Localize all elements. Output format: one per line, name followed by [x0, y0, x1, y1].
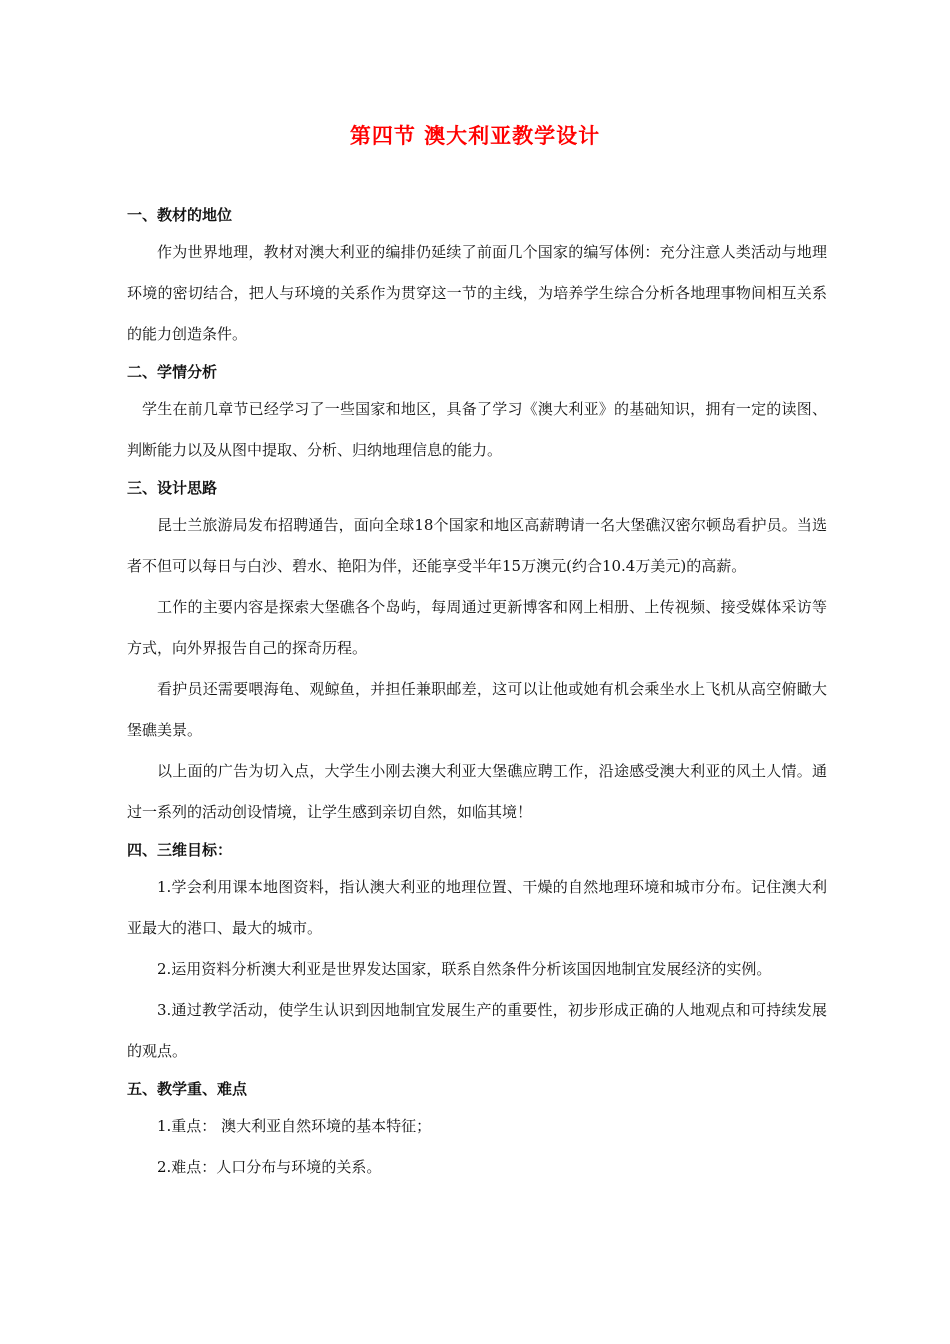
section-objectives	[127, 839, 827, 1072]
paragraph: 2.运用资料分析澳大利亚是世界发达国家，联系自然条件分析该国因地制宜发展经济的实例。	[157, 960, 772, 978]
document-title: 第四节 澳大利亚教学设计	[349, 123, 601, 148]
paragraph: 以上面的广告为切入点，大学生小刚去澳大利亚大堡礁应聘工作，沿途感受澳大利亚的风土人情。通过一系列的活动创设情境，让学生感到亲切自然，如临其境！	[127, 762, 827, 821]
section-textbook-status	[127, 204, 827, 355]
document-body	[127, 198, 827, 1188]
paragraph: 作为世界地理，教材对澳大利亚的编排仍延续了前面几个国家的编写体例：充分注意人类活动与地理环境的密切结合，把人与环境的关系作为贯穿这一节的主线，为培养学生综合分析各地理事物间相互关系的能力创造条件。	[127, 243, 827, 343]
section-design-idea	[127, 477, 827, 833]
paragraph: 1.重点： 澳大利亚自然环境的基本特征；	[157, 1117, 432, 1135]
section-heading: 二、学情分析	[127, 363, 218, 381]
section-heading: 三、设计思路	[127, 479, 218, 497]
section-heading: 四、三维目标：	[127, 841, 233, 859]
section-student-analysis	[127, 361, 827, 471]
section-heading: 五、教学重、难点	[127, 1080, 248, 1098]
paragraph: 昆士兰旅游局发布招聘通告，面向全球18个国家和地区高薪聘请一名大堡礁汉密尔顿岛看护员。当选者不但可以每日与白沙、碧水、艳阳为伴，还能享受半年15万澳元(约合10.4万美元)的高薪。	[127, 516, 827, 575]
paragraph: 1.学会利用课本地图资料，指认澳大利亚的地理位置、干燥的自然地理环境和城市分布。记住澳大利亚最大的港口、最大的城市。	[127, 878, 827, 937]
paragraph: 学生在前几章节已经学习了一些国家和地区，具备了学习《澳大利亚》的基础知识，拥有一定的读图、判断能力以及从图中提取、分析、归纳地理信息的能力。	[127, 400, 827, 459]
paragraph: 工作的主要内容是探索大堡礁各个岛屿，每周通过更新博客和网上相册、上传视频、接受媒体采访等方式，向外界报告自己的探奇历程。	[127, 598, 827, 657]
paragraph: 3.通过教学活动，使学生认识到因地制宜发展生产的重要性，初步形成正确的人地观点和可持续发展的观点。	[127, 1001, 827, 1060]
paragraph: 看护员还需要喂海龟、观鲸鱼，并担任兼职邮差，这可以让他或她有机会乘坐水上飞机从高空俯瞰大堡礁美景。	[127, 680, 827, 739]
paragraph: 2.难点：人口分布与环境的关系。	[157, 1158, 382, 1176]
section-heading: 一、教材的地位	[127, 206, 233, 224]
section-key-points	[127, 1078, 827, 1188]
